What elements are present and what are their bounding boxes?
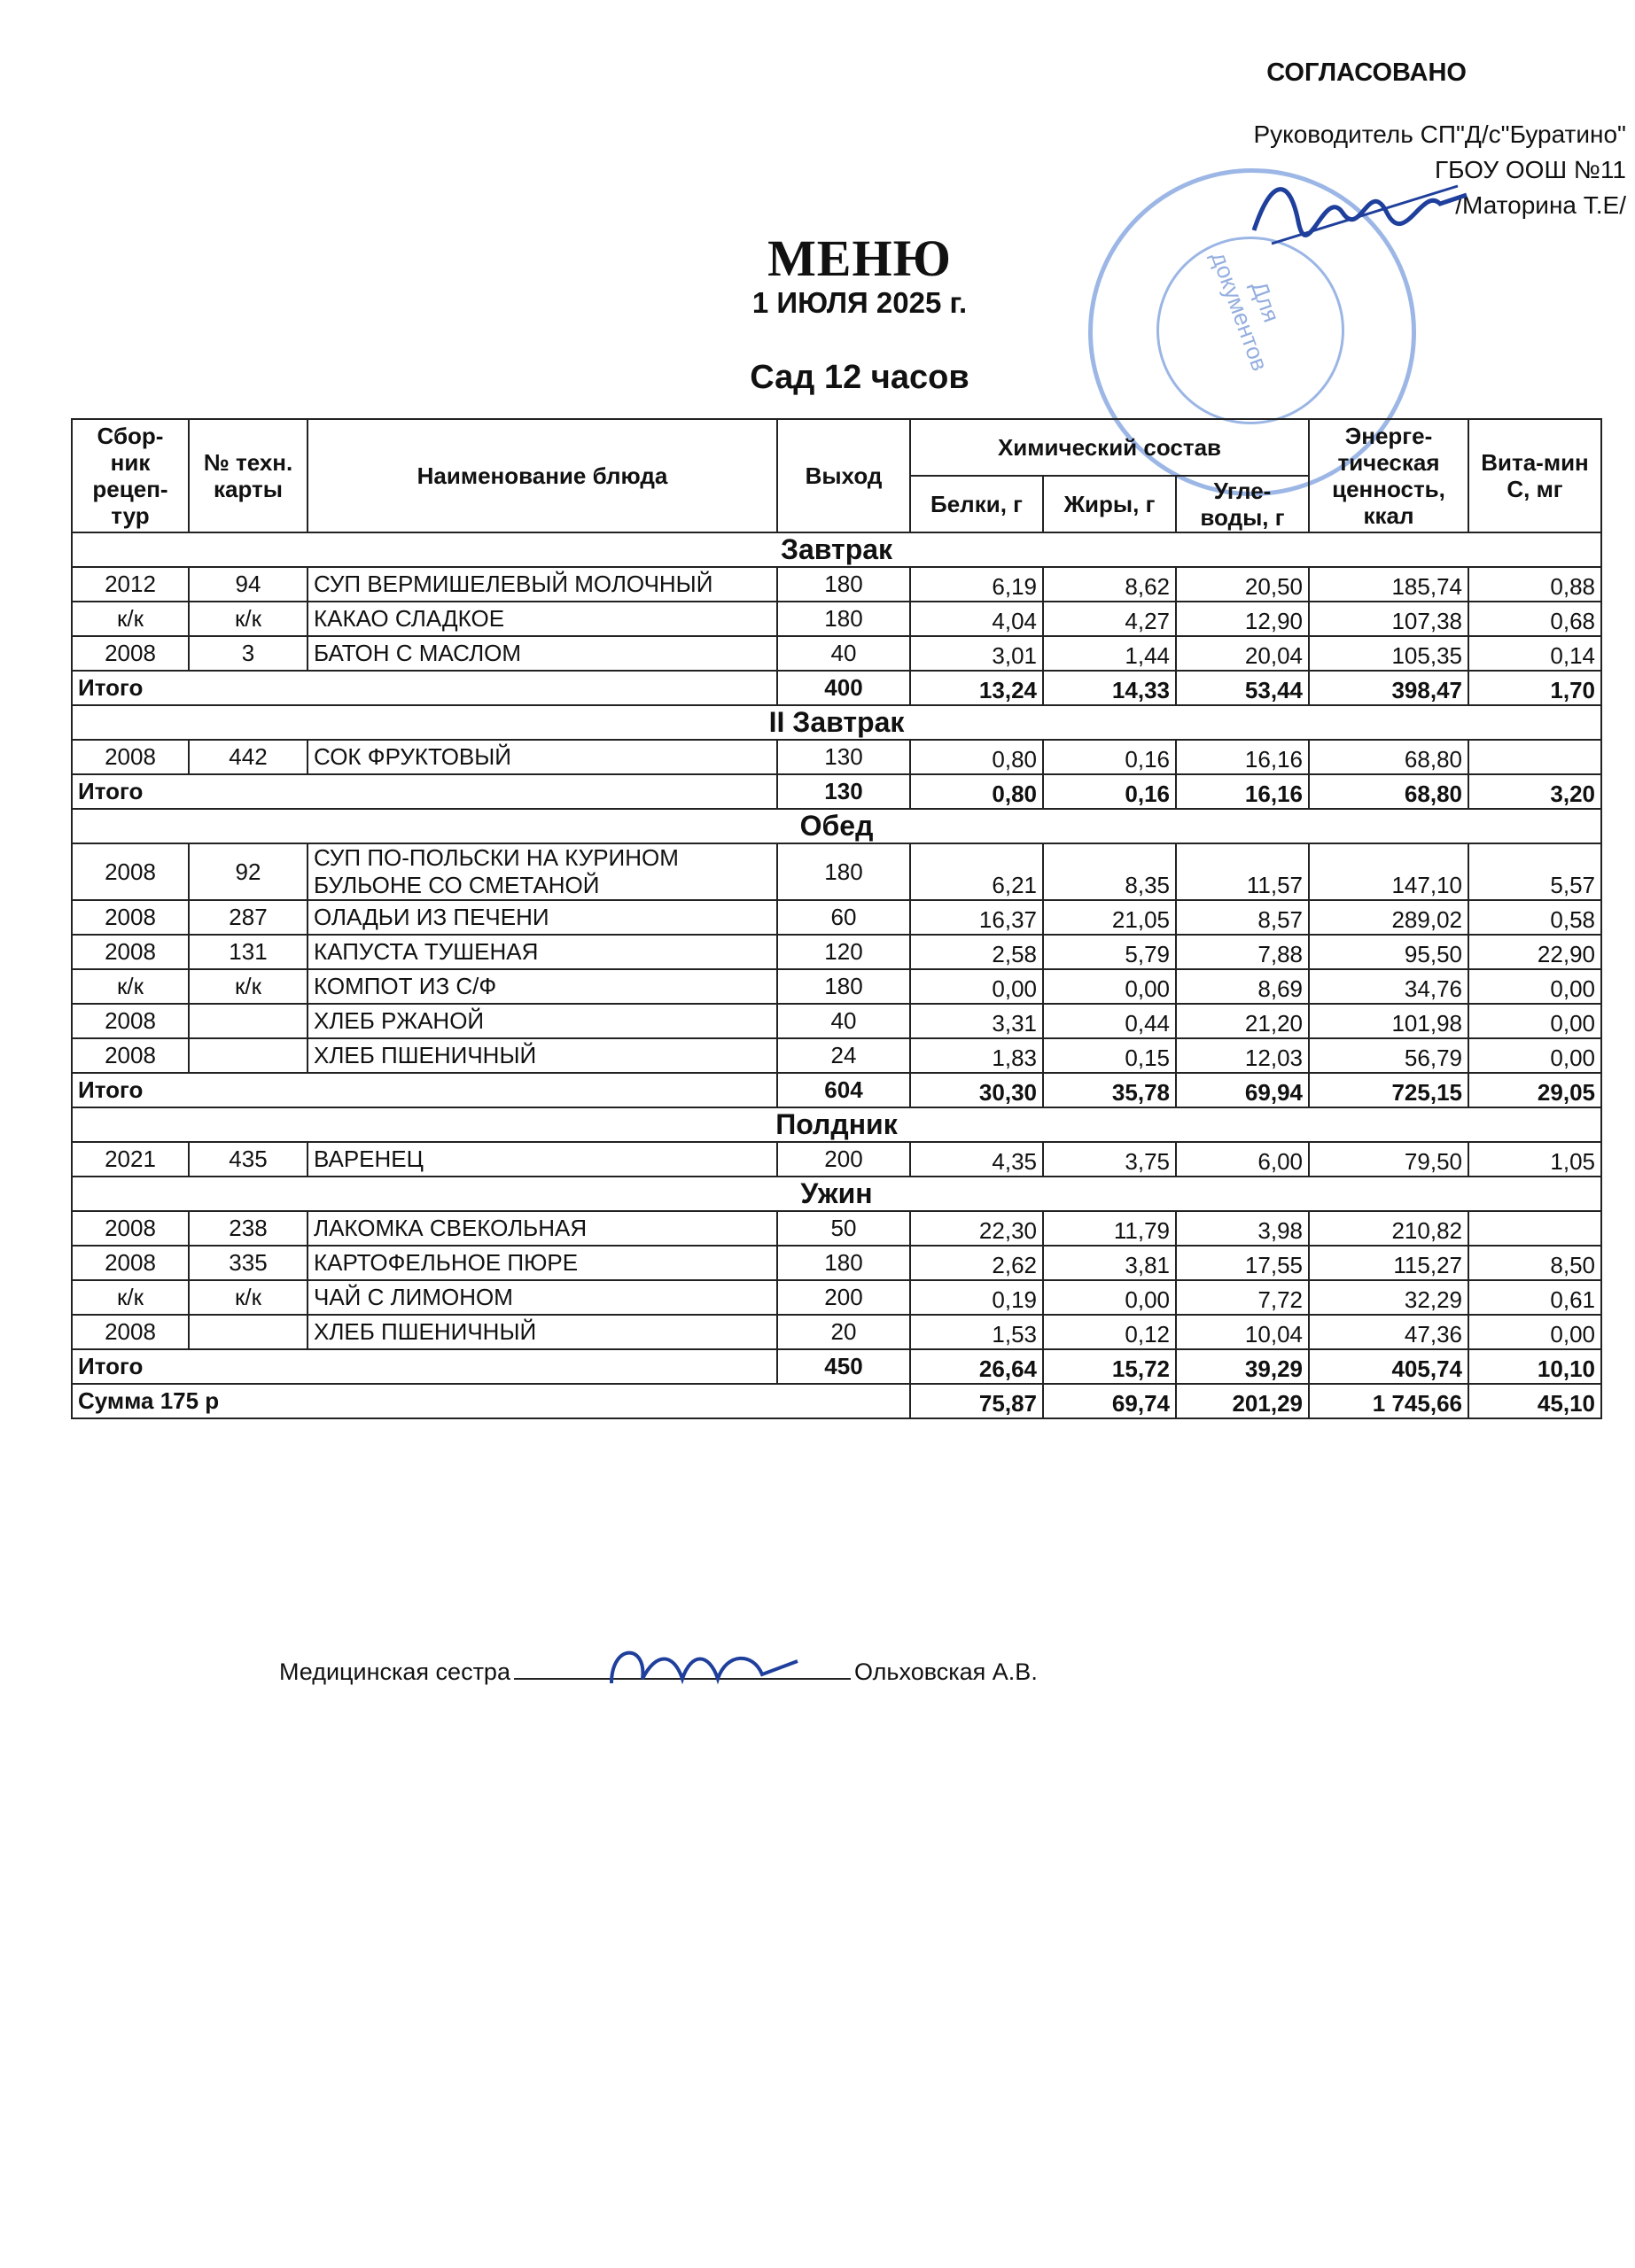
- dish-name-cell: ОЛАДЬИ ИЗ ПЕЧЕНИ: [308, 900, 777, 935]
- yield-cell: 200: [777, 1280, 910, 1315]
- carbs-cell: 7,72: [1176, 1280, 1309, 1315]
- recipe-collection-cell: к/к: [72, 1280, 189, 1315]
- total-energy: 68,80: [1309, 774, 1468, 809]
- total-yield: 450: [777, 1349, 910, 1384]
- protein-cell: 22,30: [910, 1211, 1043, 1246]
- dish-name-cell: КАКАО СЛАДКОЕ: [308, 602, 777, 636]
- dish-name-cell: ЛАКОМКА СВЕКОЛЬНАЯ: [308, 1211, 777, 1246]
- vitamin-cell: 22,90: [1468, 935, 1601, 969]
- energy-cell: 68,80: [1309, 740, 1468, 774]
- section-title: Обед: [72, 809, 1601, 843]
- section-total-row: [72, 1073, 1601, 1107]
- carbs-cell: 12,03: [1176, 1038, 1309, 1073]
- total-vitamin: 10,10: [1468, 1349, 1601, 1384]
- energy-cell: 289,02: [1309, 900, 1468, 935]
- yield-cell: 130: [777, 740, 910, 774]
- energy-cell: 210,82: [1309, 1211, 1468, 1246]
- fat-cell: 5,79: [1043, 935, 1176, 969]
- dish-row: [72, 740, 1601, 774]
- nurse-label: Медицинская сестра: [279, 1658, 510, 1685]
- total-vitamin: 1,70: [1468, 671, 1601, 705]
- tech-card-cell: 3: [189, 636, 308, 671]
- col-header-energy: Энерге-тическая ценность, ккал: [1309, 419, 1468, 532]
- menu-subtitle: Сад 12 часов: [750, 359, 969, 396]
- recipe-collection-cell: 2008: [72, 900, 189, 935]
- approval-line-name: /Маторина Т.Е/: [1455, 191, 1626, 219]
- yield-cell: 24: [777, 1038, 910, 1073]
- energy-cell: 34,76: [1309, 969, 1468, 1004]
- dish-row: [72, 602, 1601, 636]
- vitamin-cell: 0,00: [1468, 1004, 1601, 1038]
- fat-cell: 21,05: [1043, 900, 1176, 935]
- tech-card-cell: 92: [189, 843, 308, 900]
- dish-name-cell: ХЛЕБ ПШЕНИЧНЫЙ: [308, 1038, 777, 1073]
- protein-cell: 0,00: [910, 969, 1043, 1004]
- fat-cell: 0,00: [1043, 1280, 1176, 1315]
- total-yield: 130: [777, 774, 910, 809]
- fat-cell: 0,44: [1043, 1004, 1176, 1038]
- total-label: Итого: [72, 1073, 777, 1107]
- fat-cell: 8,35: [1043, 843, 1176, 900]
- sum-row: [72, 1384, 1601, 1418]
- carbs-cell: 12,90: [1176, 602, 1309, 636]
- dish-name-cell: БАТОН С МАСЛОМ: [308, 636, 777, 671]
- col-header-vitamin: Вита-мин С, мг: [1468, 419, 1601, 532]
- dish-row: [72, 1038, 1601, 1073]
- energy-cell: 107,38: [1309, 602, 1468, 636]
- yield-cell: 180: [777, 1246, 910, 1280]
- dish-row: [72, 900, 1601, 935]
- yield-cell: 50: [777, 1211, 910, 1246]
- menu-table: [71, 418, 1602, 1419]
- total-yield: 604: [777, 1073, 910, 1107]
- section-total-row: [72, 671, 1601, 705]
- energy-cell: 32,29: [1309, 1280, 1468, 1315]
- tech-card-cell: к/к: [189, 602, 308, 636]
- vitamin-cell: [1468, 1211, 1601, 1246]
- fat-cell: 1,44: [1043, 636, 1176, 671]
- protein-cell: 16,37: [910, 900, 1043, 935]
- dish-row: [72, 969, 1601, 1004]
- sum-protein: 75,87: [910, 1384, 1043, 1418]
- section-title: Ужин: [72, 1177, 1601, 1211]
- section-title: Завтрак: [72, 532, 1601, 567]
- carbs-cell: 8,69: [1176, 969, 1309, 1004]
- tech-card-cell: 435: [189, 1142, 308, 1177]
- energy-cell: 95,50: [1309, 935, 1468, 969]
- section-title: II Завтрак: [72, 705, 1601, 740]
- recipe-collection-cell: 2008: [72, 1004, 189, 1038]
- yield-cell: 20: [777, 1315, 910, 1349]
- vitamin-cell: 0,14: [1468, 636, 1601, 671]
- total-energy: 405,74: [1309, 1349, 1468, 1384]
- energy-cell: 147,10: [1309, 843, 1468, 900]
- protein-cell: 4,35: [910, 1142, 1043, 1177]
- protein-cell: 0,19: [910, 1280, 1043, 1315]
- yield-cell: 40: [777, 636, 910, 671]
- dish-row: [72, 1142, 1601, 1177]
- fat-cell: 0,12: [1043, 1315, 1176, 1349]
- menu-date: 1 ИЮЛЯ 2025 г.: [751, 286, 968, 319]
- energy-cell: 185,74: [1309, 567, 1468, 602]
- vitamin-cell: 0,00: [1468, 1315, 1601, 1349]
- dish-name-cell: СУП ВЕРМИШЕЛЕВЫЙ МОЛОЧНЫЙ: [308, 567, 777, 602]
- total-label: Итого: [72, 671, 777, 705]
- yield-cell: 40: [777, 1004, 910, 1038]
- protein-cell: 6,19: [910, 567, 1043, 602]
- carbs-cell: 20,50: [1176, 567, 1309, 602]
- dish-row: [72, 1211, 1601, 1246]
- recipe-collection-cell: 2008: [72, 843, 189, 900]
- vitamin-cell: 0,00: [1468, 969, 1601, 1004]
- carbs-cell: 21,20: [1176, 1004, 1309, 1038]
- section-total-row: [72, 1349, 1601, 1384]
- total-yield: 400: [777, 671, 910, 705]
- vitamin-cell: 5,57: [1468, 843, 1601, 900]
- section-total-row: [72, 774, 1601, 809]
- dish-row: [72, 567, 1601, 602]
- protein-cell: 2,62: [910, 1246, 1043, 1280]
- sum-carbs: 201,29: [1176, 1384, 1309, 1418]
- col-header-dish: Наименование блюда: [308, 419, 777, 532]
- tech-card-cell: к/к: [189, 969, 308, 1004]
- tech-card-cell: [189, 1315, 308, 1349]
- recipe-collection-cell: 2008: [72, 636, 189, 671]
- approval-line-head: Руководитель СП"Д/с"Буратино": [1253, 120, 1626, 148]
- page-title: МЕНЮ: [767, 229, 952, 287]
- total-carbs: 69,94: [1176, 1073, 1309, 1107]
- carbs-cell: 11,57: [1176, 843, 1309, 900]
- total-carbs: 53,44: [1176, 671, 1309, 705]
- recipe-collection-cell: к/к: [72, 602, 189, 636]
- energy-cell: 105,35: [1309, 636, 1468, 671]
- section-header-row: [72, 1107, 1601, 1142]
- energy-cell: 56,79: [1309, 1038, 1468, 1073]
- col-header-fat: Жиры, г: [1043, 476, 1176, 532]
- vitamin-cell: 0,61: [1468, 1280, 1601, 1315]
- yield-cell: 180: [777, 602, 910, 636]
- yield-cell: 120: [777, 935, 910, 969]
- total-label: Итого: [72, 1349, 777, 1384]
- sum-energy: 1 745,66: [1309, 1384, 1468, 1418]
- protein-cell: 6,21: [910, 843, 1043, 900]
- recipe-collection-cell: 2008: [72, 740, 189, 774]
- yield-cell: 60: [777, 900, 910, 935]
- vitamin-cell: 1,05: [1468, 1142, 1601, 1177]
- vitamin-cell: 0,58: [1468, 900, 1601, 935]
- fat-cell: 8,62: [1043, 567, 1176, 602]
- yield-cell: 180: [777, 567, 910, 602]
- col-header-protein: Белки, г: [910, 476, 1043, 532]
- protein-cell: 0,80: [910, 740, 1043, 774]
- dish-name-cell: КАРТОФЕЛЬНОЕ ПЮРЕ: [308, 1246, 777, 1280]
- energy-cell: 115,27: [1309, 1246, 1468, 1280]
- stamp-text: Для документов: [1205, 248, 1286, 375]
- carbs-cell: 17,55: [1176, 1246, 1309, 1280]
- tech-card-cell: 287: [189, 900, 308, 935]
- energy-cell: 47,36: [1309, 1315, 1468, 1349]
- recipe-collection-cell: 2008: [72, 1246, 189, 1280]
- col-header-carbs: Угле-воды, г: [1176, 476, 1309, 532]
- total-fat: 35,78: [1043, 1073, 1176, 1107]
- fat-cell: 3,81: [1043, 1246, 1176, 1280]
- total-vitamin: 29,05: [1468, 1073, 1601, 1107]
- dish-row: [72, 843, 1601, 900]
- total-fat: 15,72: [1043, 1349, 1176, 1384]
- tech-card-cell: [189, 1004, 308, 1038]
- recipe-collection-cell: 2008: [72, 1315, 189, 1349]
- energy-cell: 79,50: [1309, 1142, 1468, 1177]
- vitamin-cell: 0,88: [1468, 567, 1601, 602]
- fat-cell: 0,15: [1043, 1038, 1176, 1073]
- dish-name-cell: СОК ФРУКТОВЫЙ: [308, 740, 777, 774]
- total-energy: 725,15: [1309, 1073, 1468, 1107]
- recipe-collection-cell: 2012: [72, 567, 189, 602]
- recipe-collection-cell: 2008: [72, 1211, 189, 1246]
- header-row-1: [72, 419, 1601, 476]
- carbs-cell: 3,98: [1176, 1211, 1309, 1246]
- total-protein: 30,30: [910, 1073, 1043, 1107]
- vitamin-cell: 0,68: [1468, 602, 1601, 636]
- dish-row: [72, 935, 1601, 969]
- vitamin-cell: 0,00: [1468, 1038, 1601, 1073]
- fat-cell: 3,75: [1043, 1142, 1176, 1177]
- protein-cell: 3,31: [910, 1004, 1043, 1038]
- dish-name-cell: ЧАЙ С ЛИМОНОМ: [308, 1280, 777, 1315]
- menu-body: [72, 532, 1601, 1418]
- dish-name-cell: ХЛЕБ РЖАНОЙ: [308, 1004, 777, 1038]
- tech-card-cell: 335: [189, 1246, 308, 1280]
- total-carbs: 39,29: [1176, 1349, 1309, 1384]
- total-protein: 26,64: [910, 1349, 1043, 1384]
- col-header-chem: Химический состав: [910, 419, 1309, 476]
- col-header-yield: Выход: [777, 419, 910, 532]
- vitamin-cell: [1468, 740, 1601, 774]
- dish-name-cell: ВАРЕНЕЦ: [308, 1142, 777, 1177]
- fat-cell: 0,16: [1043, 740, 1176, 774]
- recipe-collection-cell: 2021: [72, 1142, 189, 1177]
- recipe-collection-cell: 2008: [72, 1038, 189, 1073]
- carbs-cell: 20,04: [1176, 636, 1309, 671]
- dish-name-cell: ХЛЕБ ПШЕНИЧНЫЙ: [308, 1315, 777, 1349]
- carbs-cell: 7,88: [1176, 935, 1309, 969]
- dish-row: [72, 636, 1601, 671]
- dish-row: [72, 1004, 1601, 1038]
- fat-cell: 11,79: [1043, 1211, 1176, 1246]
- energy-cell: 101,98: [1309, 1004, 1468, 1038]
- approval-line-org: ГБОУ ООШ №11: [1434, 156, 1626, 183]
- protein-cell: 1,53: [910, 1315, 1043, 1349]
- carbs-cell: 6,00: [1176, 1142, 1309, 1177]
- carbs-cell: 8,57: [1176, 900, 1309, 935]
- tech-card-cell: 94: [189, 567, 308, 602]
- tech-card-cell: [189, 1038, 308, 1073]
- dish-name-cell: КОМПОТ ИЗ С/Ф: [308, 969, 777, 1004]
- carbs-cell: 16,16: [1176, 740, 1309, 774]
- total-vitamin: 3,20: [1468, 774, 1601, 809]
- yield-cell: 180: [777, 969, 910, 1004]
- vitamin-cell: 8,50: [1468, 1246, 1601, 1280]
- total-protein: 0,80: [910, 774, 1043, 809]
- approval-heading: СОГЛАСОВАНО: [1266, 58, 1467, 87]
- nurse-signature: [603, 1635, 806, 1697]
- protein-cell: 3,01: [910, 636, 1043, 671]
- dish-row: [72, 1246, 1601, 1280]
- section-header-row: [72, 1177, 1601, 1211]
- sum-label: Сумма 175 р: [72, 1384, 910, 1418]
- sum-fat: 69,74: [1043, 1384, 1176, 1418]
- fat-cell: 4,27: [1043, 602, 1176, 636]
- fat-cell: 0,00: [1043, 969, 1176, 1004]
- protein-cell: 2,58: [910, 935, 1043, 969]
- yield-cell: 180: [777, 843, 910, 900]
- tech-card-cell: к/к: [189, 1280, 308, 1315]
- section-header-row: [72, 532, 1601, 567]
- protein-cell: 4,04: [910, 602, 1043, 636]
- total-fat: 14,33: [1043, 671, 1176, 705]
- sum-vitamin: 45,10: [1468, 1384, 1601, 1418]
- recipe-collection-cell: к/к: [72, 969, 189, 1004]
- carbs-cell: 10,04: [1176, 1315, 1309, 1349]
- protein-cell: 1,83: [910, 1038, 1043, 1073]
- recipe-collection-cell: 2008: [72, 935, 189, 969]
- col-header-collection: Сбор-ник рецеп-тур: [72, 419, 189, 532]
- dish-row: [72, 1315, 1601, 1349]
- section-title: Полдник: [72, 1107, 1601, 1142]
- dish-name-cell: СУП ПО-ПОЛЬСКИ НА КУРИНОМ БУЛЬОНЕ СО СМЕТАНОЙ: [308, 843, 777, 900]
- yield-cell: 200: [777, 1142, 910, 1177]
- tech-card-cell: 131: [189, 935, 308, 969]
- dish-row: [72, 1280, 1601, 1315]
- section-header-row: [72, 705, 1601, 740]
- total-protein: 13,24: [910, 671, 1043, 705]
- tech-card-cell: 238: [189, 1211, 308, 1246]
- tech-card-cell: 442: [189, 740, 308, 774]
- section-header-row: [72, 809, 1601, 843]
- col-header-card: № техн. карты: [189, 419, 308, 532]
- total-carbs: 16,16: [1176, 774, 1309, 809]
- dish-name-cell: КАПУСТА ТУШЕНАЯ: [308, 935, 777, 969]
- total-label: Итого: [72, 774, 777, 809]
- total-fat: 0,16: [1043, 774, 1176, 809]
- nurse-name: Ольховская А.В.: [853, 1658, 1038, 1685]
- total-energy: 398,47: [1309, 671, 1468, 705]
